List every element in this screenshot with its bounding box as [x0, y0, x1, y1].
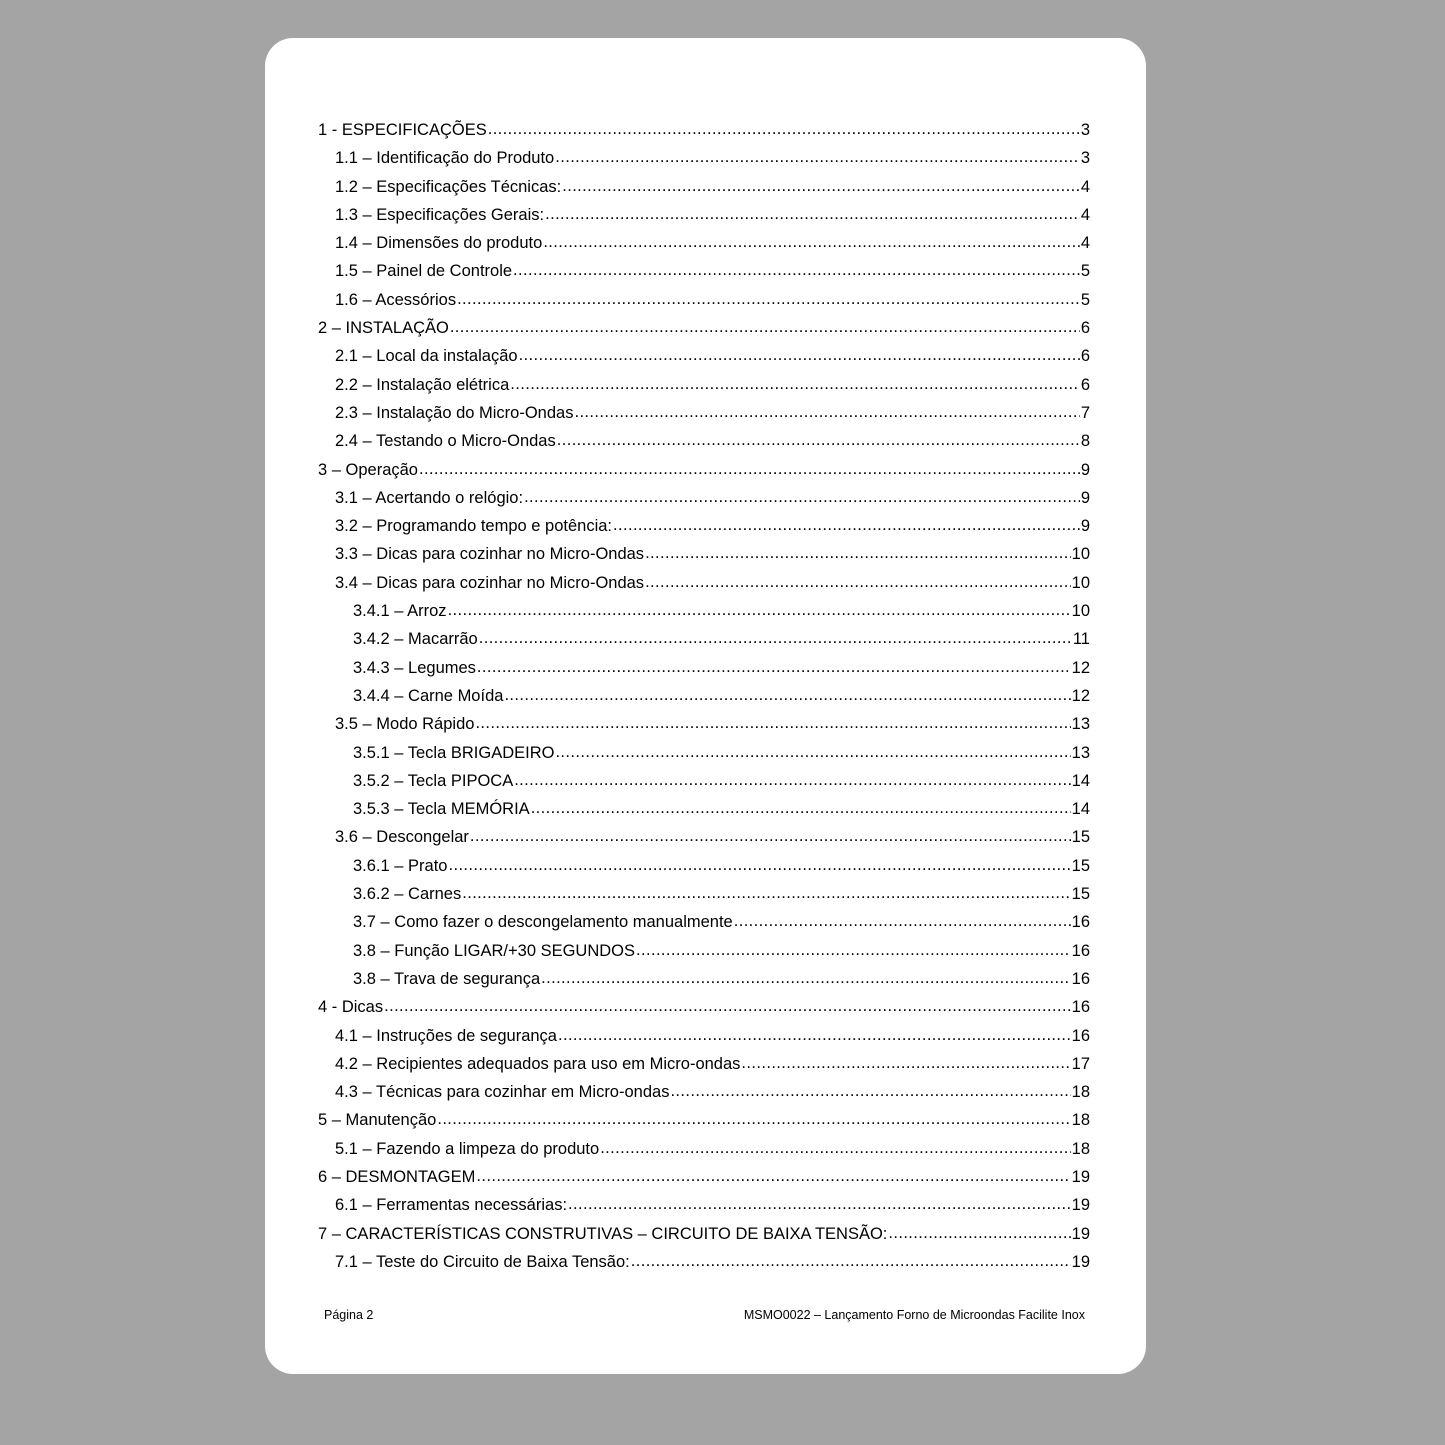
toc-dot-leader [513, 261, 1080, 280]
toc-entry[interactable] [318, 1196, 1090, 1224]
toc-dot-leader [555, 743, 1070, 762]
toc-dot-leader [541, 969, 1071, 988]
toc-dot-leader [457, 290, 1080, 309]
toc-dot-leader [479, 629, 1072, 648]
footer-page-number: Página 2 [324, 1308, 374, 1322]
toc-entry-title: 3.4.2 – Macarrão [353, 630, 478, 649]
toc-entry-page: 12 [1071, 658, 1090, 677]
table-of-contents [318, 121, 1090, 1281]
toc-entry-page: 6 [1080, 319, 1090, 338]
toc-entry[interactable] [318, 1225, 1090, 1253]
toc-entry-page: 12 [1071, 686, 1090, 705]
toc-dot-leader [631, 1252, 1071, 1271]
toc-dot-leader [545, 205, 1080, 224]
toc-dot-leader [470, 827, 1071, 846]
toc-entry-page: 11 [1072, 630, 1090, 649]
toc-entry[interactable] [318, 178, 1090, 206]
toc-dot-leader [543, 233, 1080, 252]
toc-entry-page: 5 [1080, 262, 1090, 281]
toc-dot-leader [477, 658, 1071, 677]
toc-entry[interactable] [318, 885, 1090, 913]
toc-entry-page: 16 [1071, 998, 1090, 1017]
toc-entry-page: 14 [1071, 771, 1090, 790]
toc-entry-title: 3.5.2 – Tecla PIPOCA [353, 771, 514, 790]
toc-entry-page: 10 [1071, 545, 1090, 564]
toc-dot-leader [600, 1139, 1070, 1158]
toc-entry[interactable] [318, 998, 1090, 1026]
toc-entry-title: 1.2 – Especificações Técnicas: [335, 177, 562, 196]
toc-entry[interactable] [318, 291, 1090, 319]
toc-entry[interactable] [318, 432, 1090, 460]
toc-entry-title: 3.2 – Programando tempo e potência: [335, 517, 613, 536]
toc-entry-title: 5.1 – Fazendo a limpeza do produto [335, 1139, 600, 1158]
toc-entry-title: 3.8 – Trava de segurança [353, 969, 541, 988]
toc-dot-leader [488, 120, 1080, 139]
toc-entry-page: 16 [1071, 913, 1090, 932]
toc-dot-leader [448, 856, 1070, 875]
toc-entry[interactable] [318, 602, 1090, 630]
toc-dot-leader [568, 1195, 1071, 1214]
toc-entry[interactable] [318, 461, 1090, 489]
footer-document-title: MSMO0022 – Lançamento Forno de Microondas Facilite Inox [743, 1308, 1085, 1322]
toc-entry-title: 1.4 – Dimensões do produto [335, 234, 543, 253]
toc-entry[interactable] [318, 772, 1090, 800]
toc-entry-title: 1 - ESPECIFICAÇÕES [318, 121, 487, 139]
toc-dot-leader [555, 148, 1080, 167]
toc-entry-title: 6 – DESMONTAGEM [318, 1167, 476, 1186]
toc-entry-page: 13 [1071, 743, 1090, 762]
toc-entry-title: 7.1 – Teste do Circuito de Baixa Tensão: [335, 1252, 630, 1271]
toc-entry-title: 3.4.3 – Legumes [353, 658, 476, 677]
toc-entry[interactable] [318, 234, 1090, 262]
toc-dot-leader [504, 686, 1070, 705]
toc-entry[interactable] [318, 1027, 1090, 1055]
toc-dot-leader [384, 997, 1071, 1016]
toc-entry-page: 19 [1071, 1196, 1090, 1215]
toc-entry-page: 3 [1080, 149, 1090, 168]
toc-entry-title: 3.4.1 – Arroz [353, 602, 447, 621]
toc-entry[interactable] [318, 715, 1090, 743]
toc-dot-leader [531, 799, 1071, 818]
toc-entry-title: 2.3 – Instalação do Micro-Ondas [335, 403, 574, 422]
toc-entry[interactable] [318, 149, 1090, 177]
toc-entry[interactable] [318, 630, 1090, 658]
toc-entry[interactable] [318, 1055, 1090, 1083]
toc-entry[interactable] [318, 970, 1090, 998]
toc-entry[interactable] [318, 1253, 1090, 1281]
toc-entry-title: 1.6 – Acessórios [335, 290, 457, 309]
toc-entry-page: 6 [1080, 347, 1090, 366]
toc-entry-title: 3.6.1 – Prato [353, 856, 448, 875]
toc-entry-title: 4.1 – Instruções de segurança [335, 1026, 557, 1045]
toc-entry-title: 3.8 – Função LIGAR/+30 SEGUNDOS [353, 941, 636, 960]
toc-entry[interactable] [318, 121, 1090, 149]
toc-entry-page: 19 [1071, 1252, 1090, 1271]
toc-entry-title: 7 – CARACTERÍSTICAS CONSTRUTIVAS – CIRCUITO DE BAIXA TENSÃO: [318, 1224, 888, 1243]
toc-entry[interactable] [318, 404, 1090, 432]
toc-entry[interactable] [318, 574, 1090, 602]
toc-dot-leader [510, 375, 1080, 394]
toc-entry-page: 16 [1071, 941, 1090, 960]
toc-entry-page: 18 [1071, 1111, 1090, 1130]
toc-dot-leader [734, 912, 1071, 931]
toc-entry-page: 5 [1080, 290, 1090, 309]
toc-entry[interactable] [318, 1140, 1090, 1168]
toc-entry-title: 1.5 – Painel de Controle [335, 262, 513, 281]
toc-entry-page: 19 [1071, 1224, 1090, 1243]
toc-entry-title: 4.3 – Técnicas para cozinhar em Micro-ondas [335, 1083, 670, 1102]
toc-entry-page: 10 [1071, 602, 1090, 621]
toc-entry-page: 9 [1080, 488, 1090, 507]
toc-dot-leader [574, 403, 1079, 422]
toc-entry-title: 3.6 – Descongelar [335, 828, 469, 847]
toc-entry-page: 18 [1071, 1083, 1090, 1102]
toc-dot-leader [437, 1110, 1070, 1129]
toc-entry-page: 4 [1080, 205, 1090, 224]
toc-entry-page: 4 [1080, 177, 1090, 196]
toc-entry-page: 15 [1071, 856, 1090, 875]
toc-dot-leader [645, 573, 1071, 592]
toc-dot-leader [519, 346, 1080, 365]
toc-dot-leader [741, 1054, 1070, 1073]
toc-entry[interactable] [318, 206, 1090, 234]
toc-entry-page: 16 [1071, 969, 1090, 988]
toc-dot-leader [613, 516, 1080, 535]
toc-entry-title: 3.1 – Acertando o relógio: [335, 488, 524, 507]
toc-entry-title: 3.5.1 – Tecla BRIGADEIRO [353, 743, 555, 762]
toc-entry[interactable] [318, 857, 1090, 885]
toc-entry-page: 9 [1080, 517, 1090, 536]
toc-entry[interactable] [318, 942, 1090, 970]
toc-entry-title: 3.5 – Modo Rápido [335, 715, 475, 734]
toc-entry-page: 19 [1071, 1167, 1090, 1186]
toc-dot-leader [419, 460, 1080, 479]
toc-entry[interactable] [318, 1111, 1090, 1139]
toc-entry-page: 13 [1071, 715, 1090, 734]
toc-entry[interactable] [318, 319, 1090, 347]
document-page [265, 38, 1146, 1374]
toc-entry-page: 3 [1080, 121, 1090, 139]
toc-entry-title: 3.4.4 – Carne Moída [353, 686, 504, 705]
toc-entry-page: 15 [1071, 885, 1090, 904]
toc-entry[interactable] [318, 545, 1090, 573]
toc-entry-title: 4 - Dicas [318, 998, 384, 1017]
toc-dot-leader [645, 544, 1071, 563]
toc-entry-page: 10 [1071, 573, 1090, 592]
toc-entry-title: 3 – Operação [318, 460, 418, 479]
toc-entry-title: 3.3 – Dicas para cozinhar no Micro-Ondas [335, 545, 645, 564]
toc-entry-title: 2 – INSTALAÇÃO [318, 319, 449, 338]
toc-entry-title: 2.2 – Instalação elétrica [335, 375, 510, 394]
toc-dot-leader [888, 1224, 1070, 1243]
toc-entry[interactable] [318, 517, 1090, 545]
toc-dot-leader [450, 318, 1080, 337]
toc-entry[interactable] [318, 659, 1090, 687]
toc-dot-leader [476, 1167, 1070, 1186]
toc-dot-leader [636, 941, 1071, 960]
toc-dot-leader [557, 431, 1080, 450]
toc-entry-page: 14 [1071, 800, 1090, 819]
toc-entry[interactable] [318, 376, 1090, 404]
toc-entry-title: 1.3 – Especificações Gerais: [335, 205, 545, 224]
toc-dot-leader [475, 714, 1070, 733]
toc-entry[interactable] [318, 1168, 1090, 1196]
toc-entry-title: 5 – Manutenção [318, 1111, 437, 1130]
toc-dot-leader [448, 601, 1071, 620]
toc-entry-page: 17 [1071, 1054, 1090, 1073]
toc-entry[interactable] [318, 1083, 1090, 1111]
toc-entry[interactable] [318, 800, 1090, 828]
toc-entry[interactable] [318, 489, 1090, 517]
toc-entry[interactable] [318, 744, 1090, 772]
toc-entry-title: 6.1 – Ferramentas necessárias: [335, 1196, 568, 1215]
toc-entry-page: 8 [1080, 432, 1090, 451]
toc-dot-leader [558, 1026, 1071, 1045]
toc-entry-title: 1.1 – Identificação do Produto [335, 149, 555, 168]
toc-entry[interactable] [318, 687, 1090, 715]
toc-entry[interactable] [318, 347, 1090, 375]
toc-entry-page: 16 [1071, 1026, 1090, 1045]
toc-dot-leader [514, 771, 1070, 790]
toc-entry[interactable] [318, 262, 1090, 290]
toc-entry-title: 2.4 – Testando o Micro-Ondas [335, 432, 556, 451]
toc-entry-title: 3.4 – Dicas para cozinhar no Micro-Ondas [335, 573, 645, 592]
toc-entry-title: 3.6.2 – Carnes [353, 885, 462, 904]
toc-dot-leader [462, 884, 1070, 903]
toc-entry-page: 7 [1080, 403, 1090, 422]
toc-dot-leader [524, 488, 1080, 507]
toc-entry-page: 18 [1071, 1139, 1090, 1158]
toc-entry-page: 15 [1071, 828, 1090, 847]
toc-entry[interactable] [318, 828, 1090, 856]
toc-entry-page: 4 [1080, 234, 1090, 253]
toc-entry-page: 9 [1080, 460, 1090, 479]
toc-entry[interactable] [318, 913, 1090, 941]
toc-entry-page: 6 [1080, 375, 1090, 394]
toc-entry-title: 3.5.3 – Tecla MEMÓRIA [353, 800, 530, 819]
toc-entry-title: 2.1 – Local da instalação [335, 347, 518, 366]
toc-dot-leader [670, 1082, 1070, 1101]
toc-entry-title: 4.2 – Recipientes adequados para uso em Micro-ondas [335, 1054, 741, 1073]
toc-dot-leader [562, 177, 1080, 196]
toc-entry-title: 3.7 – Como fazer o descongelamento manualmente [353, 913, 733, 932]
